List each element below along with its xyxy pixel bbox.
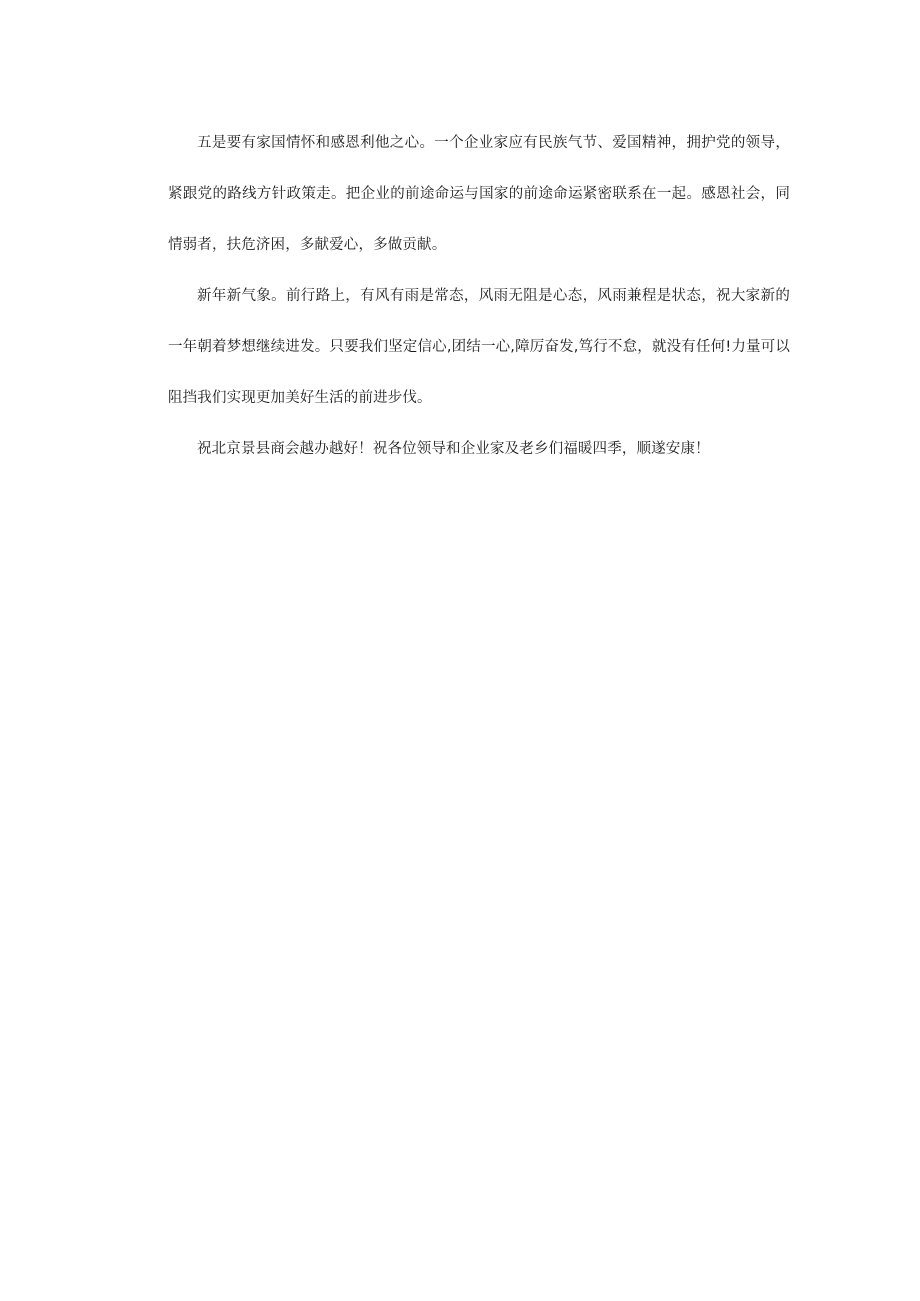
paragraph-gratitude: 五是要有家国情怀和感恩利他之心。一个企业家应有民族气节、爱国精神，拥护党的领导，紧跟党的路线方针政策走。把企业的前途命运与国家的前途命运紧密联系在一起。感恩社会，同情弱者，扶危济困，多献爱心，多做贡献。 bbox=[168, 135, 790, 253]
document-body bbox=[168, 118, 790, 475]
paragraph-new-year: 新年新气象。前行路上，有风有雨是常态，风雨无阻是心态，风雨兼程是状态，祝大家新的一年朝着梦想继续进发。只要我们坚定信心,团结一心,障厉奋发,笃行不怠，就没有任何!力量可以阻挡我们实现更加美好生活的前进步伐。 bbox=[168, 288, 790, 406]
paragraph-blessing: 祝北京景县商会越办越好！祝各位领导和企业家及老乡们福暖四季，顺遂安康！ bbox=[197, 441, 710, 457]
